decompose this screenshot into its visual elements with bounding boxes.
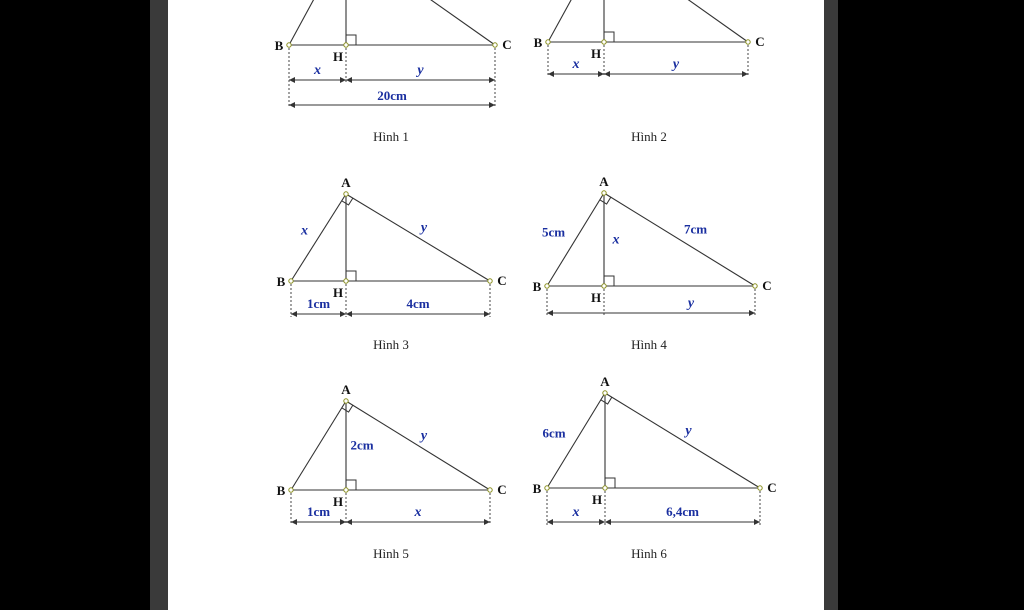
- measure-bh: 1cm: [306, 296, 331, 311]
- vertex-label-a: A: [341, 175, 351, 190]
- vertex-dot-b: [287, 43, 291, 47]
- vertex-label-c: C: [762, 278, 772, 293]
- vertex-label-h: H: [332, 49, 344, 64]
- measure-bc: 20cm: [377, 88, 407, 103]
- side-ac: [605, 393, 760, 488]
- vertex-label-b: B: [276, 274, 286, 289]
- vertex-dot-h: [344, 488, 348, 492]
- measure-bh: x: [314, 63, 321, 78]
- figure-3: [277, 175, 507, 352]
- right-angle-mark-a: [600, 197, 611, 204]
- measure-ac: y: [420, 220, 428, 236]
- vertex-dot-a: [602, 191, 606, 195]
- side-ac: [604, 0, 748, 42]
- vertex-label-c: C: [497, 482, 507, 497]
- vertex-label-b: B: [276, 483, 286, 498]
- figure-2: [534, 0, 765, 144]
- vertex-label-b: B: [274, 38, 284, 53]
- side-ac: [604, 193, 755, 286]
- vertex-label-c: C: [767, 480, 777, 495]
- measure-hc: 4cm: [406, 296, 430, 311]
- measure-ab: 5cm: [541, 224, 566, 240]
- measure-ah: x: [612, 232, 620, 248]
- measure-bh: x: [572, 505, 580, 520]
- figure-5: [277, 382, 507, 561]
- vertex-label-h: H: [590, 290, 602, 305]
- measure-bh: x: [572, 57, 580, 72]
- vertex-dot-b: [289, 279, 293, 283]
- measure-ah: 2cm: [350, 437, 374, 453]
- figure-caption: Hình 1: [373, 129, 409, 144]
- right-angle-mark-a: [342, 405, 353, 412]
- vertex-dot-h: [602, 284, 606, 288]
- side-ab: [291, 194, 346, 281]
- vertex-dot-c: [758, 486, 762, 490]
- vertex-dot-b: [546, 40, 550, 44]
- measure-ac: y: [685, 423, 692, 439]
- vertex-dot-a: [344, 192, 348, 196]
- measure-hc: 6,4cm: [666, 504, 699, 519]
- vertex-dot-h: [602, 40, 606, 44]
- vertex-label-h: H: [590, 46, 602, 61]
- vertex-dot-b: [545, 284, 549, 288]
- vertex-dot-c: [746, 40, 750, 44]
- vertex-label-a: A: [341, 382, 351, 397]
- side-ac: [346, 194, 490, 281]
- vertex-dot-b: [545, 486, 549, 490]
- figure-6: [533, 374, 777, 561]
- measure-bc: y: [687, 296, 695, 311]
- vertex-label-h: H: [332, 285, 344, 300]
- vertex-dot-c: [753, 284, 757, 288]
- vertex-label-b: B: [532, 481, 542, 496]
- measure-bh: 1cm: [306, 504, 331, 519]
- vertex-dot-c: [488, 488, 492, 492]
- vertex-dot-h: [603, 486, 607, 490]
- figure-caption: Hình 4: [631, 337, 667, 352]
- measure-hc: x: [414, 505, 422, 520]
- side-ab: [547, 393, 605, 488]
- side-ab: [548, 0, 604, 42]
- vertex-label-c: C: [755, 34, 765, 49]
- vertex-label-b: B: [533, 35, 543, 50]
- vertex-label-a: A: [600, 374, 610, 389]
- vertex-label-b: B: [532, 279, 542, 294]
- measure-hc: y: [672, 57, 680, 72]
- figure-caption: Hình 6: [631, 546, 667, 561]
- vertex-dot-b: [289, 488, 293, 492]
- side-ab: [547, 193, 604, 286]
- vertex-dot-h: [344, 279, 348, 283]
- figure-1: [275, 0, 512, 144]
- vertex-label-h: H: [332, 494, 344, 509]
- right-angle-mark-a: [601, 397, 612, 404]
- measure-ac: y: [420, 428, 428, 444]
- measure-ac: 7cm: [683, 221, 708, 237]
- measure-ab: x: [301, 223, 308, 239]
- measure-hc: y: [417, 63, 424, 78]
- figure-caption: Hình 3: [373, 337, 409, 352]
- figure-caption: Hình 5: [373, 546, 409, 561]
- vertex-dot-a: [344, 399, 348, 403]
- vertex-dot-a: [603, 391, 607, 395]
- figure-caption: Hình 2: [631, 129, 667, 144]
- figure-4: [533, 174, 772, 352]
- vertex-dot-c: [488, 279, 492, 283]
- vertex-label-a: A: [599, 174, 609, 189]
- vertex-dot-c: [493, 43, 497, 47]
- vertex-label-c: C: [497, 273, 507, 288]
- vertex-dot-h: [344, 43, 348, 47]
- side-ab: [289, 0, 346, 45]
- side-ab: [291, 401, 346, 490]
- measure-ab: 6cm: [542, 425, 566, 441]
- side-ac: [346, 0, 495, 45]
- vertex-label-h: H: [591, 492, 603, 507]
- vertex-label-c: C: [502, 37, 512, 52]
